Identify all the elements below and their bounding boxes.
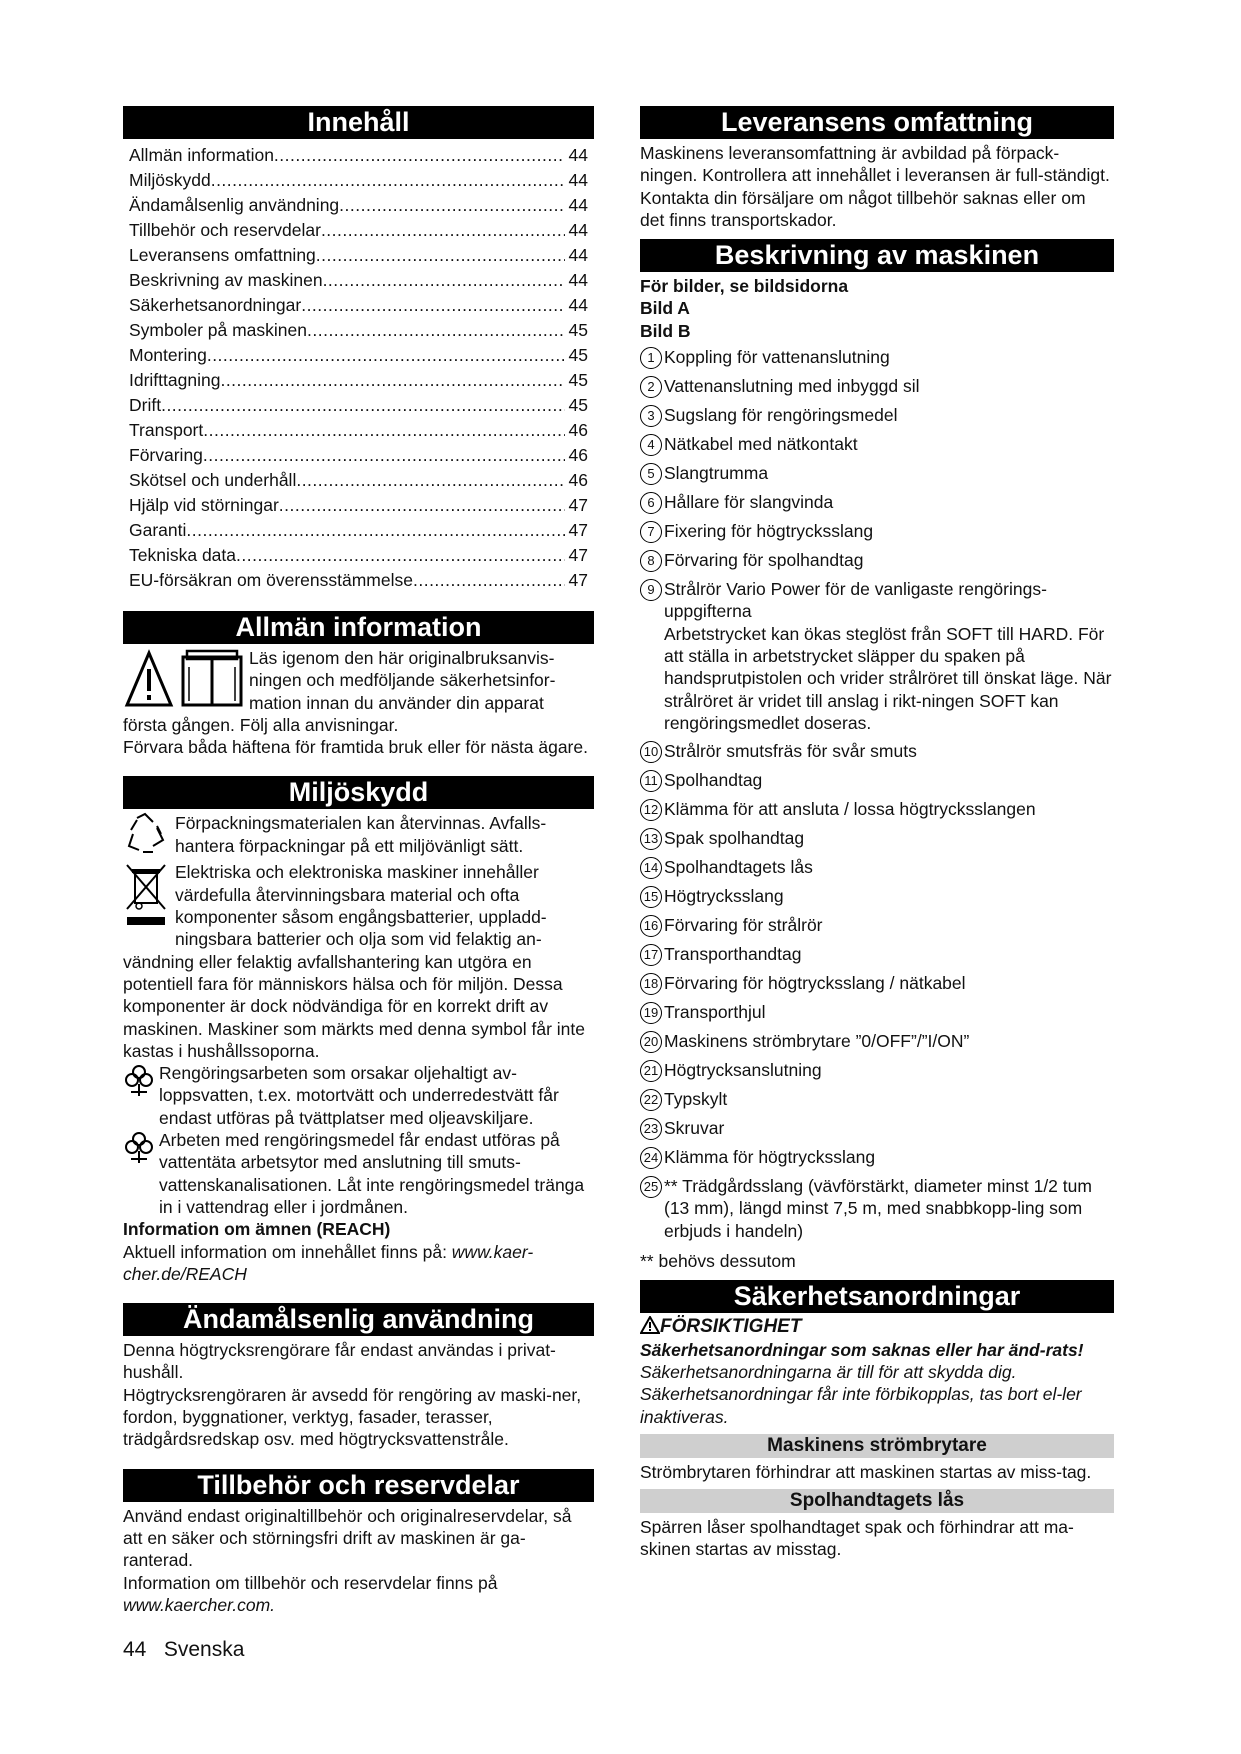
component-text-wrap: [664, 827, 1114, 849]
component-text-wrap: [664, 885, 1114, 907]
toc-entry-leader: [339, 193, 564, 218]
toc-entry[interactable]: [129, 518, 588, 543]
toc-entry[interactable]: [129, 218, 588, 243]
component-text-wrap: [664, 740, 1114, 762]
component-label: Skruvar: [664, 1118, 725, 1139]
component-9-detail: Arbetstrycket kan ökas steglöst från SOFT till HARD. För att ställa in arbetstrycket släpper du spaken på handsprutpistolen och vrider strålröret till önskat läge. När strålröret är vridet till anslag i rikt-ningen SOFT kan rengöringsmedlet doseras.: [664, 623, 1112, 733]
component-text-wrap: [664, 1088, 1114, 1110]
toc-entry[interactable]: [129, 243, 588, 268]
component-text-wrap: [664, 1117, 1114, 1139]
detergent-text: Arbeten med rengöringsmedel får endast utföras på vattentäta arbetsytor med anslutning till smuts-vattenskanalisationen. Låt inte rengöringsmedel tränga in i vattendrag eller i jordmånen.: [159, 1130, 585, 1217]
toc-entry-page: 46: [568, 445, 588, 465]
component-label: ** Trädgårdsslang (vävförstärkt, diameter minst 1/2 tum (13 mm), längd minst 7,5 m, med snabbkopp-ling som erbjuds i handeln): [664, 1176, 1092, 1241]
toc-entry[interactable]: [129, 393, 588, 418]
general-text-b: första gången. Följ alla anvisningar.: [123, 714, 399, 735]
component-label: Transporthjul: [664, 1002, 766, 1023]
general-section: [123, 611, 594, 758]
component-item: [640, 462, 1114, 485]
toc-entry[interactable]: [129, 268, 588, 293]
toc-entry-label: Miljöskydd: [129, 170, 211, 190]
toc-entry-leader: [279, 493, 565, 518]
component-number-badge: 6: [640, 492, 662, 514]
component-number-badge: 1: [640, 347, 662, 369]
reach-heading: Information om ämnen (REACH): [123, 1219, 391, 1240]
toc-entry-label: Hjälp vid störningar: [129, 495, 279, 515]
component-number-badge: 9: [640, 579, 662, 601]
toc-entry-leader: [220, 368, 564, 393]
component-number-badge: 17: [640, 944, 662, 966]
environment-title: Miljöskydd: [123, 776, 594, 809]
figure-b-label: Bild B: [640, 320, 691, 341]
component-number-badge: 19: [640, 1002, 662, 1024]
toc-entry-label: Leveransens omfattning: [129, 245, 316, 265]
safety-section: [640, 1280, 1114, 1560]
intended-use-section: [123, 1303, 594, 1450]
warning-triangle-icon: [123, 647, 249, 713]
component-item: [640, 827, 1114, 850]
detergent-row: [123, 1129, 594, 1218]
component-text-wrap: [664, 433, 1114, 455]
component-text-wrap: [664, 549, 1114, 571]
environment-tree-icon: [123, 1062, 155, 1098]
toc-entry[interactable]: [129, 343, 588, 368]
toc-entry[interactable]: [129, 368, 588, 393]
intended-use-text-a: Denna högtrycksrengörare får endast användas i privat-hushåll.: [123, 1340, 556, 1383]
component-label: Maskinens strömbrytare ”0/OFF”/”I/ON”: [664, 1031, 970, 1052]
lock-text: Spärren låser spolhandtaget spak och förhindrar att ma-skinen startas av misstag.: [640, 1517, 1074, 1560]
component-text-wrap: [664, 798, 1114, 820]
component-number-badge: 15: [640, 886, 662, 908]
component-number-badge: 4: [640, 434, 662, 456]
component-number-badge: 13: [640, 828, 662, 850]
component-label: Spak spolhandtag: [664, 828, 805, 849]
left-column: [123, 106, 594, 1616]
component-label: Nätkabel med nätkontakt: [664, 434, 858, 455]
toc-entry-leader: [301, 293, 564, 318]
general-title: Allmän information: [123, 611, 594, 644]
component-text-wrap: [664, 404, 1114, 426]
toc-entry-leader: [307, 318, 565, 343]
recycle-wrap: [123, 812, 175, 861]
component-label: Klämma för att ansluta / lossa högtrycksslangen: [664, 799, 1036, 820]
component-number-badge: 24: [640, 1147, 662, 1169]
toc-entry[interactable]: [129, 418, 588, 443]
component-item: [640, 943, 1114, 966]
right-column: [640, 106, 1114, 1561]
manual-book-icon: [183, 651, 241, 705]
component-item: [640, 1088, 1114, 1111]
description-title: Beskrivning av maskinen: [640, 239, 1114, 272]
component-label: Strålrör smutsfräs för svår smuts: [664, 741, 917, 762]
component-number-badge: 20: [640, 1031, 662, 1053]
component-number-badge: 10: [640, 741, 662, 763]
toc-entry-leader: [203, 418, 564, 443]
toc-entry-leader: [203, 443, 565, 468]
component-item: [640, 1175, 1114, 1242]
component-text-wrap: [664, 914, 1114, 936]
caution-label-row: [640, 1316, 1114, 1338]
component-text-wrap: [664, 520, 1114, 542]
component-label: Förvaring för spolhandtag: [664, 550, 864, 571]
toc-entry-label: Ändamålsenlig användning: [129, 195, 340, 215]
toc-entry-label: Symboler på maskinen: [129, 320, 307, 340]
component-label: Sugslang för rengöringsmedel: [664, 405, 898, 426]
general-text-a: Läs igenom den här originalbruksanvis-ningen och medföljande säkerhetsinfor-mation innan du använder din apparat: [249, 648, 556, 713]
component-label: Förvaring för strålrör: [664, 915, 823, 936]
page-footer: [123, 1638, 244, 1662]
accessories-link[interactable]: www.kaercher.com.: [123, 1594, 276, 1615]
component-number-badge: 16: [640, 915, 662, 937]
accessories-text-b: Information om tillbehör och reservdelar finns på: [123, 1572, 498, 1593]
component-number-badge: 2: [640, 376, 662, 398]
component-item: [640, 769, 1114, 792]
caution-triangle-icon: [640, 1316, 660, 1334]
component-item: [640, 1146, 1114, 1169]
weee-row: [123, 861, 594, 950]
toc-entry-page: 44: [568, 245, 588, 265]
toc-entry[interactable]: [129, 543, 588, 568]
intended-use-title: Ändamålsenlig användning: [123, 1303, 594, 1336]
toc-entry-page: 44: [568, 270, 588, 290]
oil-wrap: [123, 1062, 159, 1103]
recycle-text: Förpackningsmaterialen kan återvinnas. Avfalls-hantera förpackningar på ett miljövänligt sätt.: [175, 813, 547, 856]
component-item: [640, 578, 1114, 734]
component-item: [640, 914, 1114, 937]
component-text-wrap: [664, 943, 1114, 965]
toc-entry[interactable]: [129, 493, 588, 518]
toc-entry-page: 46: [568, 470, 588, 490]
component-text-wrap: [664, 972, 1114, 994]
environment-section: [123, 776, 594, 1285]
toc-entry-label: Transport: [129, 420, 204, 440]
toc-entry-label: Garanti: [129, 520, 187, 540]
component-text-wrap: [664, 462, 1114, 484]
component-item: [640, 885, 1114, 908]
toc-entry-leader: [316, 243, 565, 268]
component-list: [640, 346, 1114, 1242]
accessories-title: Tillbehör och reservdelar: [123, 1469, 594, 1502]
switch-text: Strömbrytaren förhindrar att maskinen startas av miss-tag.: [640, 1461, 1092, 1482]
toc-entry-leader: [211, 168, 565, 193]
toc-entry-page: 46: [568, 420, 588, 440]
toc-entry-page: 45: [568, 370, 588, 390]
weee-wrap: [123, 861, 175, 932]
warning-and-manual-icons: [123, 647, 249, 713]
toc-entry-page: 45: [568, 345, 588, 365]
lock-title: Spolhandtagets lås: [640, 1489, 1114, 1513]
toc-entry-page: 44: [568, 145, 588, 165]
toc-entry[interactable]: [129, 318, 588, 343]
intended-use-text-b: Högtrycksrengöraren är avsedd för rengöring av maski-ner, fordon, byggnationer, verktyg, fasader, terasser, trädgårdsredskap osv. med högtrycksvattenstråle.: [123, 1384, 582, 1450]
environment-tree-icon: [123, 1129, 155, 1165]
accessories-section: [123, 1469, 594, 1616]
component-number-badge: 22: [640, 1089, 662, 1111]
toc-entry-page: 45: [568, 320, 588, 340]
toc-entry-label: Montering: [129, 345, 207, 365]
toc-entry-leader: [321, 218, 565, 243]
delivery-section: [640, 106, 1114, 231]
component-number-badge: 8: [640, 550, 662, 572]
component-label: Förvaring för högtrycksslang / nätkabel: [664, 973, 966, 994]
figure-a-label: Bild A: [640, 298, 690, 319]
component-text-wrap: [664, 1175, 1114, 1242]
toc-list: [129, 143, 588, 593]
component-label: Spolhandtagets lås: [664, 857, 813, 878]
component-number-badge: 14: [640, 857, 662, 879]
caution-heading: Säkerhetsanordningar som saknas eller har änd-rats!: [640, 1339, 1084, 1360]
component-number-badge: 3: [640, 405, 662, 427]
component-text-wrap: [664, 1030, 1114, 1052]
toc-entry-label: Idrifttagning: [129, 370, 221, 390]
component-item: [640, 740, 1114, 763]
oil-text: Rengöringsarbeten som orsakar oljehaltigt av-loppsvatten, t.ex. motortvätt och underredestvätt får endast utföras på tvättplatser med oljeavskiljare.: [159, 1063, 559, 1128]
toc-entry-page: 47: [568, 495, 588, 515]
toc-entry[interactable]: [129, 293, 588, 318]
oil-row: [123, 1062, 594, 1129]
safety-title: Säkerhetsanordningar: [640, 1280, 1114, 1313]
component-text-wrap: [664, 856, 1114, 878]
toc-entry-leader: [323, 268, 565, 293]
general-text-c: Förvara båda häftena för framtida bruk eller för nästa ägare.: [123, 737, 588, 758]
switch-title: Maskinens strömbrytare: [640, 1434, 1114, 1458]
toc-entry-leader: [413, 568, 565, 593]
component-item: [640, 1059, 1114, 1082]
component-label: Vattenanslutning med inbyggd sil: [664, 376, 920, 397]
reach-text: Aktuell information om innehållet finns på:: [123, 1241, 452, 1262]
caution-text: Säkerhetsanordningarna är till för att skydda dig. Säkerhetsanordningar får inte förbikopplas, tas bort el-ler inaktiveras.: [640, 1361, 1082, 1427]
toc-entry-page: 44: [568, 295, 588, 315]
recycle-icon: [123, 812, 169, 856]
toc-entry-label: Drift: [129, 395, 162, 415]
component-label: Typskylt: [664, 1089, 728, 1110]
page-number: 44: [123, 1638, 147, 1661]
footer-language: Svenska: [163, 1638, 245, 1661]
component-text-wrap: [664, 769, 1114, 791]
toc-entry-label: Beskrivning av maskinen: [129, 270, 323, 290]
reach-link[interactable]: www.kaer-cher.de/REACH: [123, 1241, 534, 1284]
component-number-badge: 12: [640, 799, 662, 821]
component-item: [640, 1117, 1114, 1140]
component-item: [640, 346, 1114, 369]
component-number-badge: 23: [640, 1118, 662, 1140]
toc-entry-leader: [296, 468, 564, 493]
toc-entry-leader: [161, 393, 564, 418]
description-footnote: ** behövs dessutom: [640, 1251, 796, 1272]
toc-entry-label: Skötsel och underhåll: [129, 470, 297, 490]
general-intro: [123, 647, 594, 714]
toc-entry-page: 47: [568, 545, 588, 565]
toc-entry[interactable]: [129, 168, 588, 193]
component-item: [640, 798, 1114, 821]
component-text-wrap: [664, 1001, 1114, 1023]
detergent-wrap: [123, 1129, 159, 1170]
component-number-badge: 11: [640, 770, 662, 792]
toc-entry[interactable]: [129, 468, 588, 493]
component-number-badge: 18: [640, 973, 662, 995]
component-text-wrap: [664, 375, 1114, 397]
description-note: För bilder, se bildsidorna: [640, 276, 849, 297]
caution-label: FÖRSIKTIGHET: [660, 1316, 802, 1338]
component-item: [640, 1001, 1114, 1024]
toc-entry[interactable]: [129, 193, 588, 218]
component-label: Klämma för högtrycksslang: [664, 1147, 876, 1168]
weee-text-b: vändning eller felaktig avfallshantering kan utgöra en potentiell fara för människors hälsa och för miljön. Dessa komponenter är dock nödvändiga för en korrekt drift av maskinen. Maskiner som märkts med denna symbol får inte kastas i hushållssoporna.: [123, 951, 585, 1061]
delivery-title: Leveransens omfattning: [640, 106, 1114, 139]
component-text-wrap: [664, 578, 1114, 734]
toc-entry-label: EU-försäkran om överensstämmelse: [129, 570, 413, 590]
toc-title: Innehåll: [123, 106, 594, 139]
toc-entry[interactable]: [129, 443, 588, 468]
component-label: Högtrycksslang: [664, 886, 784, 907]
toc-entry-page: 45: [568, 395, 588, 415]
accessories-text-a: Använd endast originaltillbehör och originalreservdelar, så att en säker och störningsfri drift av maskinen är ga-ranterad.: [123, 1505, 572, 1571]
toc-entry[interactable]: [129, 143, 588, 168]
component-text-wrap: [664, 1059, 1114, 1081]
component-label: Slangtrumma: [664, 463, 769, 484]
toc-entry-leader: [207, 343, 565, 368]
component-number-badge: 25: [640, 1176, 662, 1198]
weee-text-a: Elektriska och elektroniska maskiner innehåller värdefulla återvinningsbara material och ofta komponenter såsom engångsbatterier, uppladd-ningsbara batterier och olja som vid felaktig an-: [175, 862, 547, 950]
component-label: Högtrycksanslutning: [664, 1060, 822, 1081]
toc-entry-page: 44: [568, 170, 588, 190]
component-label: Transporthandtag: [664, 944, 802, 965]
component-item: [640, 433, 1114, 456]
toc-entry-label: Säkerhetsanordningar: [129, 295, 302, 315]
component-label: Koppling för vattenanslutning: [664, 347, 890, 368]
delivery-text: Maskinens leveransomfattning är avbildad på förpack-ningen. Kontrollera att innehållet i leveransen är full-ständigt. Kontakta din försäljare om något tillbehör saknas eller om det finns transportskador.: [640, 143, 1110, 230]
component-label: Strålrör Vario Power för de vanligaste rengörings-uppgifterna: [664, 579, 1047, 622]
component-item: [640, 520, 1114, 543]
component-label: Hållare för slangvinda: [664, 492, 834, 513]
component-text-wrap: [664, 491, 1114, 513]
component-item: [640, 375, 1114, 398]
toc-entry-page: 44: [568, 195, 588, 215]
component-item: [640, 404, 1114, 427]
component-item: [640, 549, 1114, 572]
component-label: Fixering för högtrycksslang: [664, 521, 874, 542]
toc-entry-label: Tekniska data: [129, 545, 237, 565]
component-number-badge: 21: [640, 1060, 662, 1082]
toc-entry-page: 47: [568, 520, 588, 540]
toc-entry-leader: [186, 518, 564, 543]
toc-entry-page: 47: [568, 570, 588, 590]
toc-entry-leader: [274, 143, 565, 168]
toc-entry[interactable]: [129, 568, 588, 593]
component-text-wrap: [664, 346, 1114, 368]
component-item: [640, 972, 1114, 995]
component-number-badge: 5: [640, 463, 662, 485]
crossed-bin-icon: [123, 861, 169, 927]
toc-entry-label: Tillbehör och reservdelar: [129, 220, 321, 240]
recycle-row: [123, 812, 594, 861]
toc-entry-leader: [236, 543, 565, 568]
component-label: Spolhandtag: [664, 770, 763, 791]
component-item: [640, 1030, 1114, 1053]
toc-entry-page: 44: [568, 220, 588, 240]
reach-paragraph: [123, 1241, 594, 1286]
component-item: [640, 491, 1114, 514]
toc-entry-label: Förvaring: [129, 445, 203, 465]
component-text-wrap: [664, 1146, 1114, 1168]
description-section: [640, 239, 1114, 1272]
component-number-badge: 7: [640, 521, 662, 543]
component-item: [640, 856, 1114, 879]
toc-entry-label: Allmän information: [129, 145, 274, 165]
